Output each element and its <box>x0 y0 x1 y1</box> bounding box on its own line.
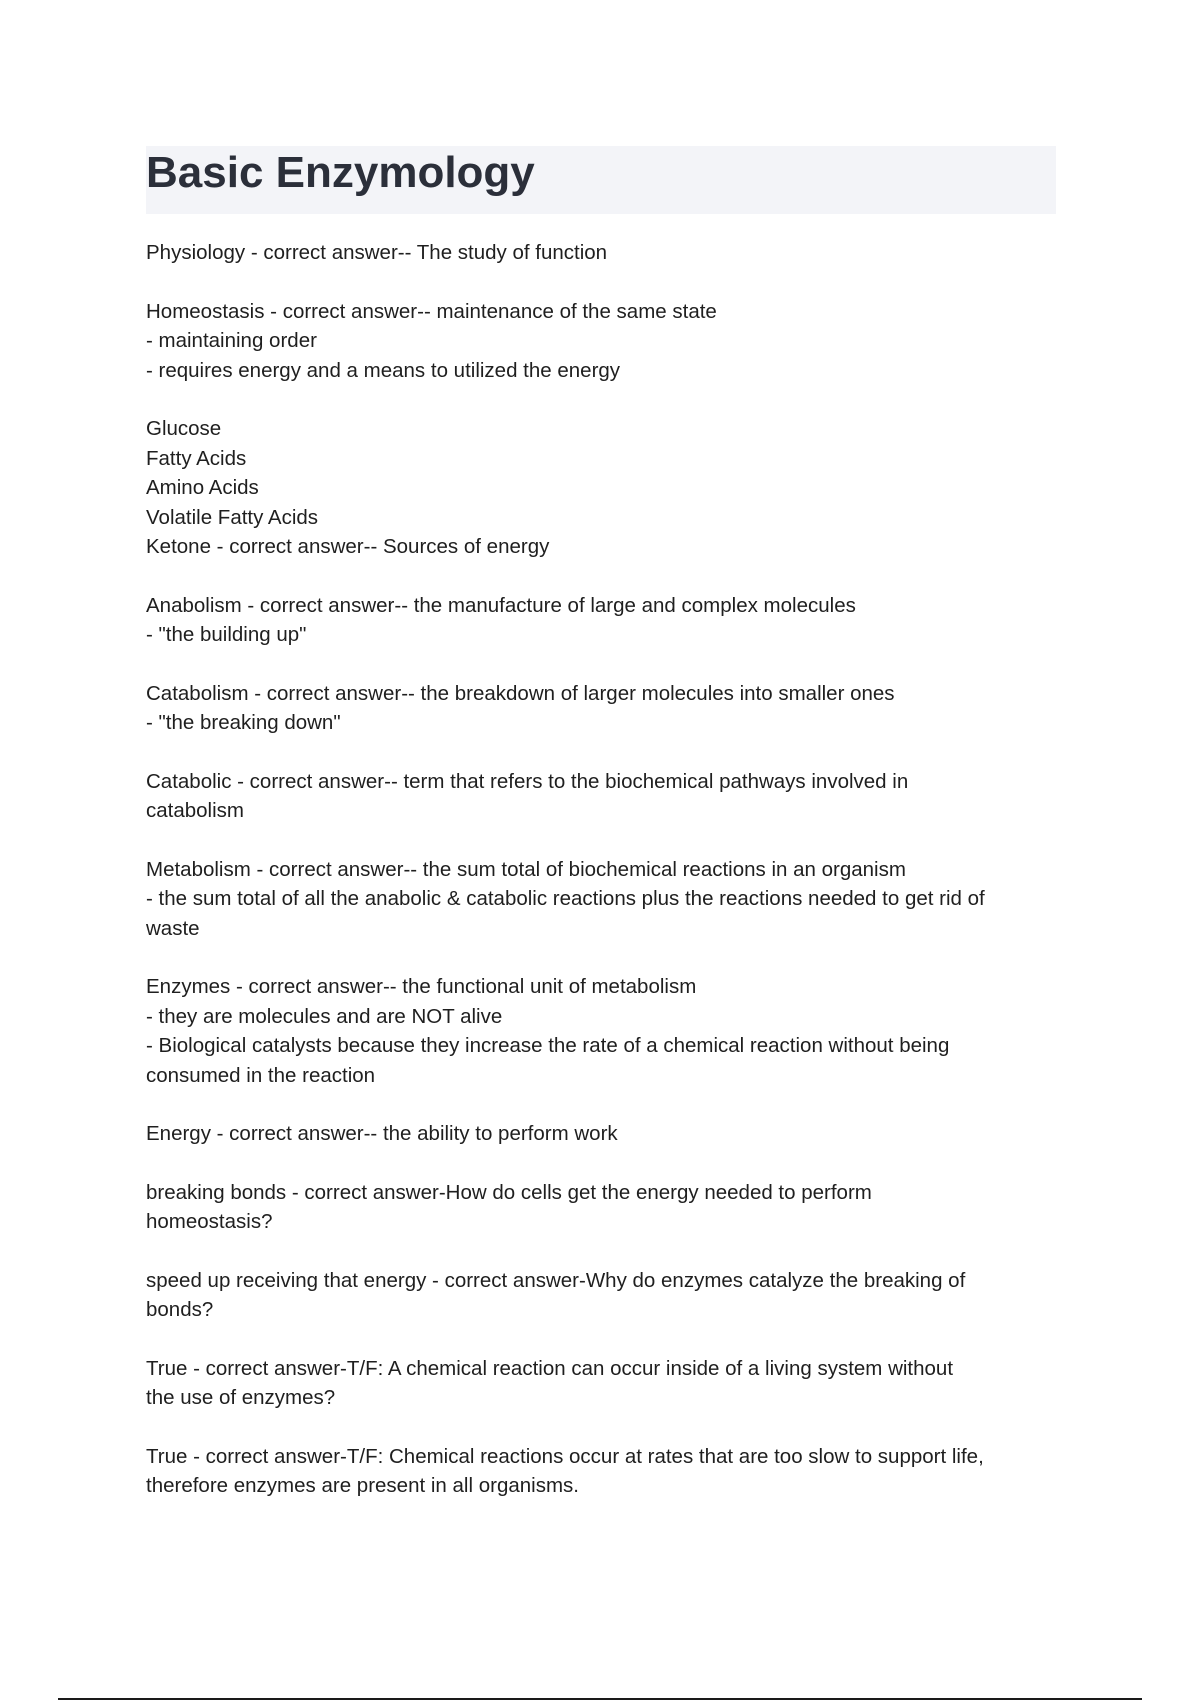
entry-line: waste <box>146 916 200 940</box>
entry-line: Physiology - correct answer-- The study of function <box>146 241 608 264</box>
entry-line: bonds? <box>146 1298 214 1321</box>
entry-line: the use of enzymes? <box>146 1386 336 1409</box>
entry-line: Glucose <box>146 417 222 440</box>
qa-entry <box>146 855 1061 944</box>
entry-line: - the sum total of all the anabolic & catabolic reactions plus the reactions needed to get rid of <box>146 887 985 910</box>
entry-line: Catabolism - correct answer-- the breakdown of larger molecules into smaller ones <box>146 681 895 705</box>
qa-entry <box>146 767 1061 826</box>
entry-line: speed up receiving that energy - correct answer-Why do enzymes catalyze the breaking of <box>146 1268 966 1292</box>
entry-line: therefore enzymes are present in all organisms. <box>146 1474 579 1497</box>
entry-line: Amino Acids <box>146 476 259 499</box>
entry-line: breaking bonds - correct answer-How do cells get the energy needed to perform <box>146 1180 872 1204</box>
entry-line: - requires energy and a means to utilized the energy <box>146 358 621 382</box>
entry-line: True - correct answer-T/F: Chemical reactions occur at rates that are too slow to support life, <box>146 1444 984 1468</box>
entry-line: - "the building up" <box>146 623 307 646</box>
qa-entry <box>146 972 1061 1090</box>
entry-line: Anabolism - correct answer-- the manufacture of large and complex molecules <box>146 593 856 617</box>
qa-entry <box>146 414 1061 562</box>
qa-entry <box>146 1354 1061 1413</box>
qa-entry <box>146 238 1061 268</box>
entry-line: Fatty Acids <box>146 446 247 470</box>
entry-line: homeostasis? <box>146 1210 273 1233</box>
entry-line: catabolism <box>146 799 244 822</box>
entry-line: Metabolism - correct answer-- the sum total of biochemical reactions in an organism <box>146 857 906 881</box>
document-body <box>146 238 1061 1530</box>
entry-line: Enzymes - correct answer-- the functional unit of metabolism <box>146 975 697 998</box>
qa-entry <box>146 679 1061 738</box>
entry-line: True - correct answer-T/F: A chemical reaction can occur inside of a living system without <box>146 1356 954 1380</box>
page-title: Basic Enzymology <box>146 148 535 197</box>
entry-line: Ketone - correct answer-- Sources of energy <box>146 535 550 558</box>
entry-line: Catabolic - correct answer-- term that refers to the biochemical pathways involved in <box>146 769 909 793</box>
entry-line: Volatile Fatty Acids <box>146 505 319 529</box>
entry-line: - they are molecules and are NOT alive <box>146 1004 503 1028</box>
entry-line: Homeostasis - correct answer-- maintenance of the same state <box>146 299 717 323</box>
entry-line: - maintaining order <box>146 329 317 352</box>
qa-entry <box>146 1442 1061 1501</box>
qa-entry <box>146 1178 1061 1237</box>
entry-line: consumed in the reaction <box>146 1063 376 1087</box>
qa-entry <box>146 1266 1061 1325</box>
qa-entry <box>146 297 1061 386</box>
entry-line: Energy - correct answer-- the ability to perform work <box>146 1122 618 1145</box>
qa-entry <box>146 591 1061 650</box>
entry-line: - Biological catalysts because they increase the rate of a chemical reaction without being <box>146 1034 950 1057</box>
entry-line: - "the breaking down" <box>146 711 341 734</box>
qa-entry <box>146 1119 1061 1149</box>
